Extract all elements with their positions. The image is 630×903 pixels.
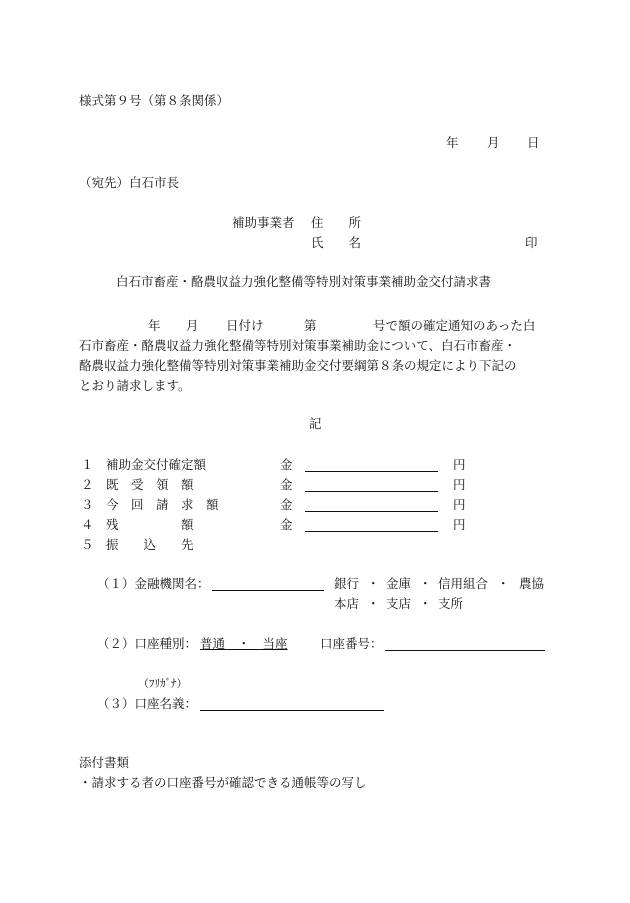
amount-input-line[interactable] — [305, 517, 438, 532]
body-line1-rest: 号で額の確定通知のあった白 — [373, 318, 536, 333]
bank-type-nokyo[interactable]: 農協 — [519, 576, 545, 591]
item-label: 補助金交付確定額 — [106, 457, 207, 472]
item-label: 既 受 領 額 — [106, 477, 194, 492]
seal-mark: 印 — [525, 235, 538, 250]
date-month: 月 — [487, 135, 500, 150]
kin-label: 金 — [280, 457, 293, 472]
ki-heading: 記 — [309, 416, 322, 431]
furigana-label: （ﾌﾘｶﾞﾅ） — [138, 677, 188, 690]
bank-type-credit-union[interactable]: 信用組合 — [438, 576, 489, 591]
bank-type-kinko[interactable]: 金庫 — [386, 576, 412, 591]
name-label: 氏 名 — [311, 235, 362, 250]
account-type-label: （２）口座種別： — [97, 636, 198, 651]
yen-label: 円 — [453, 517, 466, 532]
transfer-label: 振 込 先 — [106, 537, 194, 552]
branch-office[interactable]: 支所 — [438, 596, 464, 611]
item-number: １ — [81, 457, 94, 472]
separator-dot: ・ — [419, 576, 432, 591]
amount-input-line[interactable] — [305, 497, 438, 512]
yen-label: 円 — [453, 477, 466, 492]
yen-label: 円 — [453, 497, 466, 512]
date-year: 年 — [446, 135, 459, 150]
separator-dot: ・ — [497, 576, 510, 591]
amount-input-line[interactable] — [305, 457, 438, 472]
separator-dot: ・ — [419, 596, 432, 611]
item-number: ２ — [81, 477, 94, 492]
account-number-label: 口座番号： — [320, 636, 383, 651]
body-month: 月 — [186, 318, 199, 333]
applicant-label: 補助事業者 — [232, 215, 295, 230]
branch-main[interactable]: 本店 — [334, 596, 360, 611]
body-line3: 酪農収益力強化整備等特別対策事業補助金交付要綱第８条の規定により下記の — [79, 358, 517, 373]
account-number-input-line[interactable] — [385, 636, 545, 651]
branch-branch[interactable]: 支店 — [386, 596, 412, 611]
item-label: 残 額 — [106, 517, 194, 532]
bank-type-bank[interactable]: 銀行 — [334, 576, 360, 591]
account-type-options[interactable]: 普通 ・ 当座 — [200, 636, 288, 651]
form-number: 様式第９号（第８条関係） — [79, 93, 230, 108]
item-number: ４ — [81, 517, 94, 532]
addressee: （宛先）白石市長 — [79, 175, 180, 190]
document-title: 白石市畜産・酪農収益力強化整備等特別対策事業補助金交付請求書 — [116, 274, 492, 289]
amount-input-line[interactable] — [305, 477, 438, 492]
body-day-dated: 日付け — [226, 318, 264, 333]
item-number: ５ — [81, 537, 94, 552]
attachments-heading: 添付書類 — [79, 755, 130, 770]
attachment-item: ・請求する者の口座番号が確認できる通帳等の写し — [79, 775, 367, 790]
address-label: 住 所 — [311, 215, 362, 230]
account-name-label: （３）口座名義： — [97, 696, 198, 711]
date-day: 日 — [527, 135, 540, 150]
body-line4: とおり請求します。 — [79, 378, 191, 393]
kin-label: 金 — [280, 517, 293, 532]
body-year: 年 — [148, 318, 161, 333]
separator-dot: ・ — [367, 576, 380, 591]
item-label: 今 回 請 求 額 — [106, 497, 219, 512]
kin-label: 金 — [280, 497, 293, 512]
body-dai: 第 — [304, 318, 317, 333]
body-line2: 石市畜産・酪農収益力強化整備等特別対策事業補助金について、白石市畜産・ — [79, 338, 517, 353]
account-name-input-line[interactable] — [200, 696, 384, 711]
yen-label: 円 — [453, 457, 466, 472]
bank-name-input-line[interactable] — [212, 576, 324, 591]
kin-label: 金 — [280, 477, 293, 492]
item-number: ３ — [81, 497, 94, 512]
bank-name-label: （１）金融機関名： — [97, 576, 210, 591]
separator-dot: ・ — [367, 596, 380, 611]
